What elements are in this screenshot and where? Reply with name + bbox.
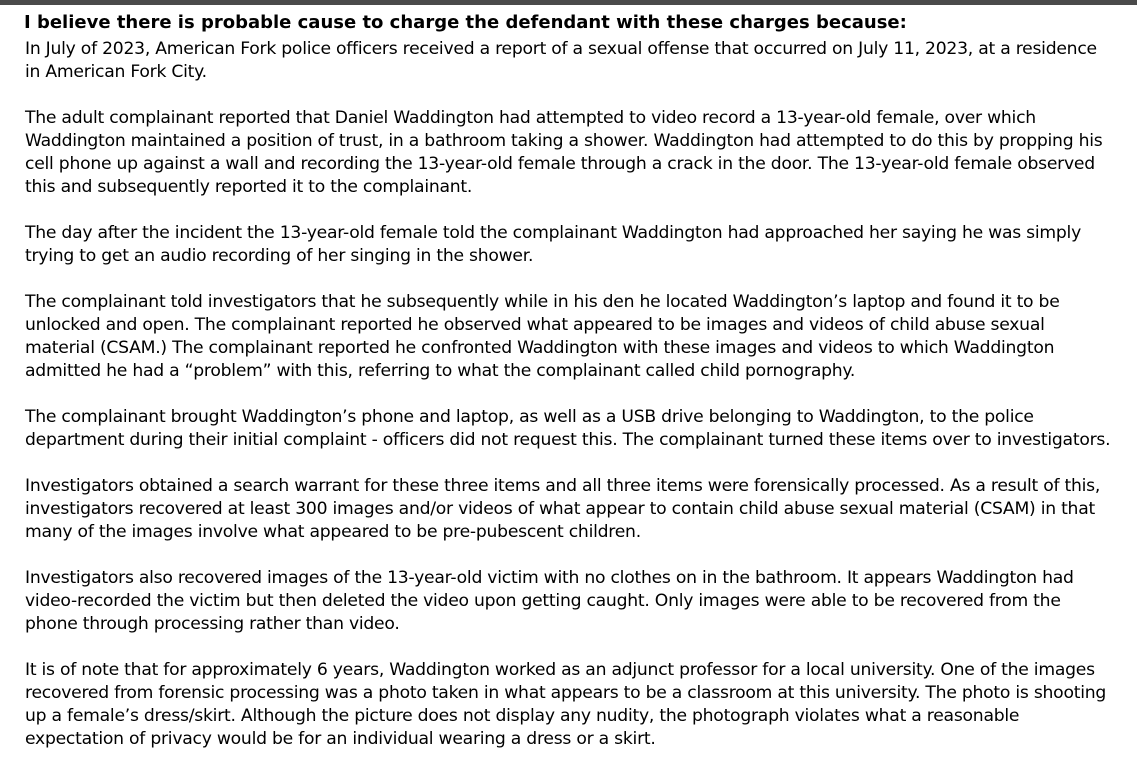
text-line: investigators recovered at least 300 images and/or videos of what appear to contain child abuse sexual material (CSAM) in that: [25, 499, 1095, 519]
paragraph-laptop: [25, 291, 1125, 383]
text-line: Waddington maintained a position of trust, in a bathroom taking a shower. Waddington had attempted to do this by propping his: [25, 131, 1103, 151]
paragraph-search-warrant: [25, 475, 1125, 544]
top-border: [0, 0, 1137, 5]
text-line: In July of 2023, American Fork police officers received a report of a sexual offense that occurred on July 11, 2023, at a residence: [25, 39, 1097, 59]
text-line: The adult complainant reported that Daniel Waddington had attempted to video record a 13-year-old female, over which: [25, 108, 1036, 128]
text-line: Investigators also recovered images of the 13-year-old victim with no clothes on in the bathroom. It appears Waddington had: [25, 568, 1074, 588]
text-line: The day after the incident the 13-year-old female told the complainant Waddington had approached her saying he was simply: [25, 223, 1081, 243]
text-line: this and subsequently reported it to the complainant.: [25, 177, 473, 197]
text-line: Investigators obtained a search warrant for these three items and all three items were forensically processed. As a result of this,: [25, 476, 1101, 496]
paragraph-day-after: [25, 222, 1125, 268]
text-line: recovered from forensic processing was a photo taken in what appears to be a classroom at this university. The photo is shooting: [25, 683, 1107, 703]
paragraph-adjunct-professor: [25, 659, 1125, 751]
paragraph-recovered-images: [25, 567, 1125, 636]
text-line: It is of note that for approximately 6 years, Waddington worked as an adjunct professor for a local university. One of the images: [25, 660, 1095, 680]
probable-cause-heading: I believe there is probable cause to charge the defendant with these charges because:: [24, 12, 907, 33]
statement-body: [25, 38, 1125, 774]
text-line: video-recorded the victim but then deleted the video upon getting caught. Only images were able to be recovered from the: [25, 591, 1061, 611]
text-line: expectation of privacy would be for an individual wearing a dress or a skirt.: [25, 729, 656, 749]
paragraph-items-turned-over: [25, 406, 1125, 452]
text-line: phone through processing rather than video.: [25, 614, 400, 634]
text-line: cell phone up against a wall and recording the 13-year-old female through a crack in the door. The 13-year-old female observed: [25, 154, 1095, 174]
text-line: material (CSAM.) The complainant reported he confronted Waddington with these images and videos to which Waddington: [25, 338, 1055, 358]
text-line: unlocked and open. The complainant reported he observed what appeared to be images and videos of child abuse sexual: [25, 315, 1045, 335]
paragraph-complainant-report: [25, 107, 1125, 199]
text-line: department during their initial complaint - officers did not request this. The complainant turned these items over to investigators.: [25, 430, 1111, 450]
text-line: many of the images involve what appeared to be pre-pubescent children.: [25, 522, 641, 542]
text-line: trying to get an audio recording of her singing in the shower.: [25, 246, 534, 266]
text-line: The complainant told investigators that he subsequently while in his den he located Waddington’s laptop and found it to be: [25, 292, 1060, 312]
text-line: The complainant brought Waddington’s phone and laptop, as well as a USB drive belonging to Waddington, to the police: [25, 407, 1034, 427]
text-line: up a female’s dress/skirt. Although the picture does not display any nudity, the photograph violates what a reasonable: [25, 706, 1020, 726]
text-line: in American Fork City.: [25, 62, 207, 82]
paragraph-report: [25, 38, 1125, 84]
text-line: admitted he had a “problem” with this, referring to what the complainant called child pornography.: [25, 361, 856, 381]
